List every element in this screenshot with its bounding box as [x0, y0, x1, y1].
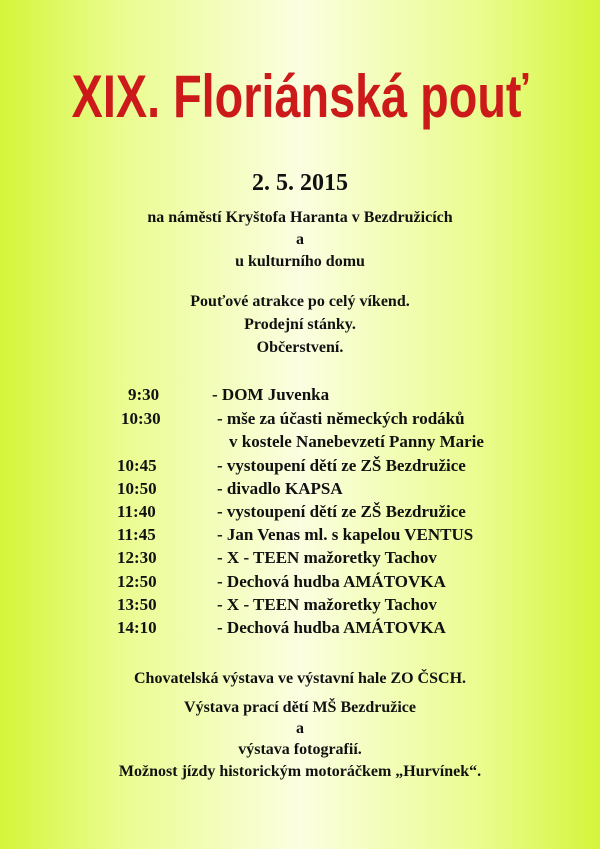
footer-line: Chovatelská výstava ve výstavní hale ZO ČSCH. — [133, 670, 467, 687]
schedule-time: 11:45 — [117, 525, 156, 544]
schedule-event: - DOM Juvenka — [212, 385, 330, 404]
schedule-time: 12:30 — [117, 548, 157, 567]
location-line: na náměstí Kryštofa Haranta v Bezdružicích — [147, 209, 453, 226]
location-line: u kulturního domu — [235, 253, 365, 270]
schedule-time: 10:50 — [117, 479, 157, 498]
location-line: a — [296, 231, 304, 248]
attraction-line: Občerstvení. — [256, 339, 344, 356]
schedule-time: 12:50 — [117, 572, 157, 591]
schedule-event: - Jan Venas ml. s kapelou VENTUS — [217, 525, 474, 544]
footer-line: Výstava prací dětí MŠ Bezdružice — [184, 699, 416, 716]
footer-line: a — [296, 720, 304, 737]
schedule-event: - X - TEEN mažoretky Tachov — [217, 548, 437, 567]
schedule-time: 13:50 — [117, 595, 157, 614]
schedule-time: 9:30 — [128, 385, 160, 404]
schedule-event: - Dechová hudba AMÁTOVKA — [217, 572, 446, 591]
schedule-event: - vystoupení dětí ze ZŠ Bezdružice — [217, 456, 466, 475]
footer-line: Možnost jízdy historickým motoráčkem „Hurvínek“. — [118, 763, 482, 780]
schedule-time: 10:45 — [117, 456, 157, 475]
schedule-time: 10:30 — [121, 409, 161, 428]
schedule-event: - Dechová hudba AMÁTOVKA — [217, 618, 446, 637]
schedule-event: - X - TEEN mažoretky Tachov — [217, 595, 437, 614]
schedule-event: - divadlo KAPSA — [217, 479, 343, 498]
schedule-event: - mše za účasti německých rodáků — [217, 409, 465, 428]
schedule-time: 11:40 — [117, 502, 156, 521]
event-date: 2. 5. 2015 — [252, 170, 348, 196]
footer-line: výstava fotografií. — [238, 741, 362, 758]
attraction-line: Prodejní stánky. — [244, 316, 356, 333]
schedule-event: - vystoupení dětí ze ZŠ Bezdružice — [217, 502, 466, 521]
poster-title: XIX. Floriánská pouť — [71, 63, 529, 130]
schedule-event: v kostele Nanebevzetí Panny Marie — [229, 432, 484, 451]
attraction-line: Pouťové atrakce po celý víkend. — [190, 293, 410, 310]
schedule-time: 14:10 — [117, 618, 157, 637]
